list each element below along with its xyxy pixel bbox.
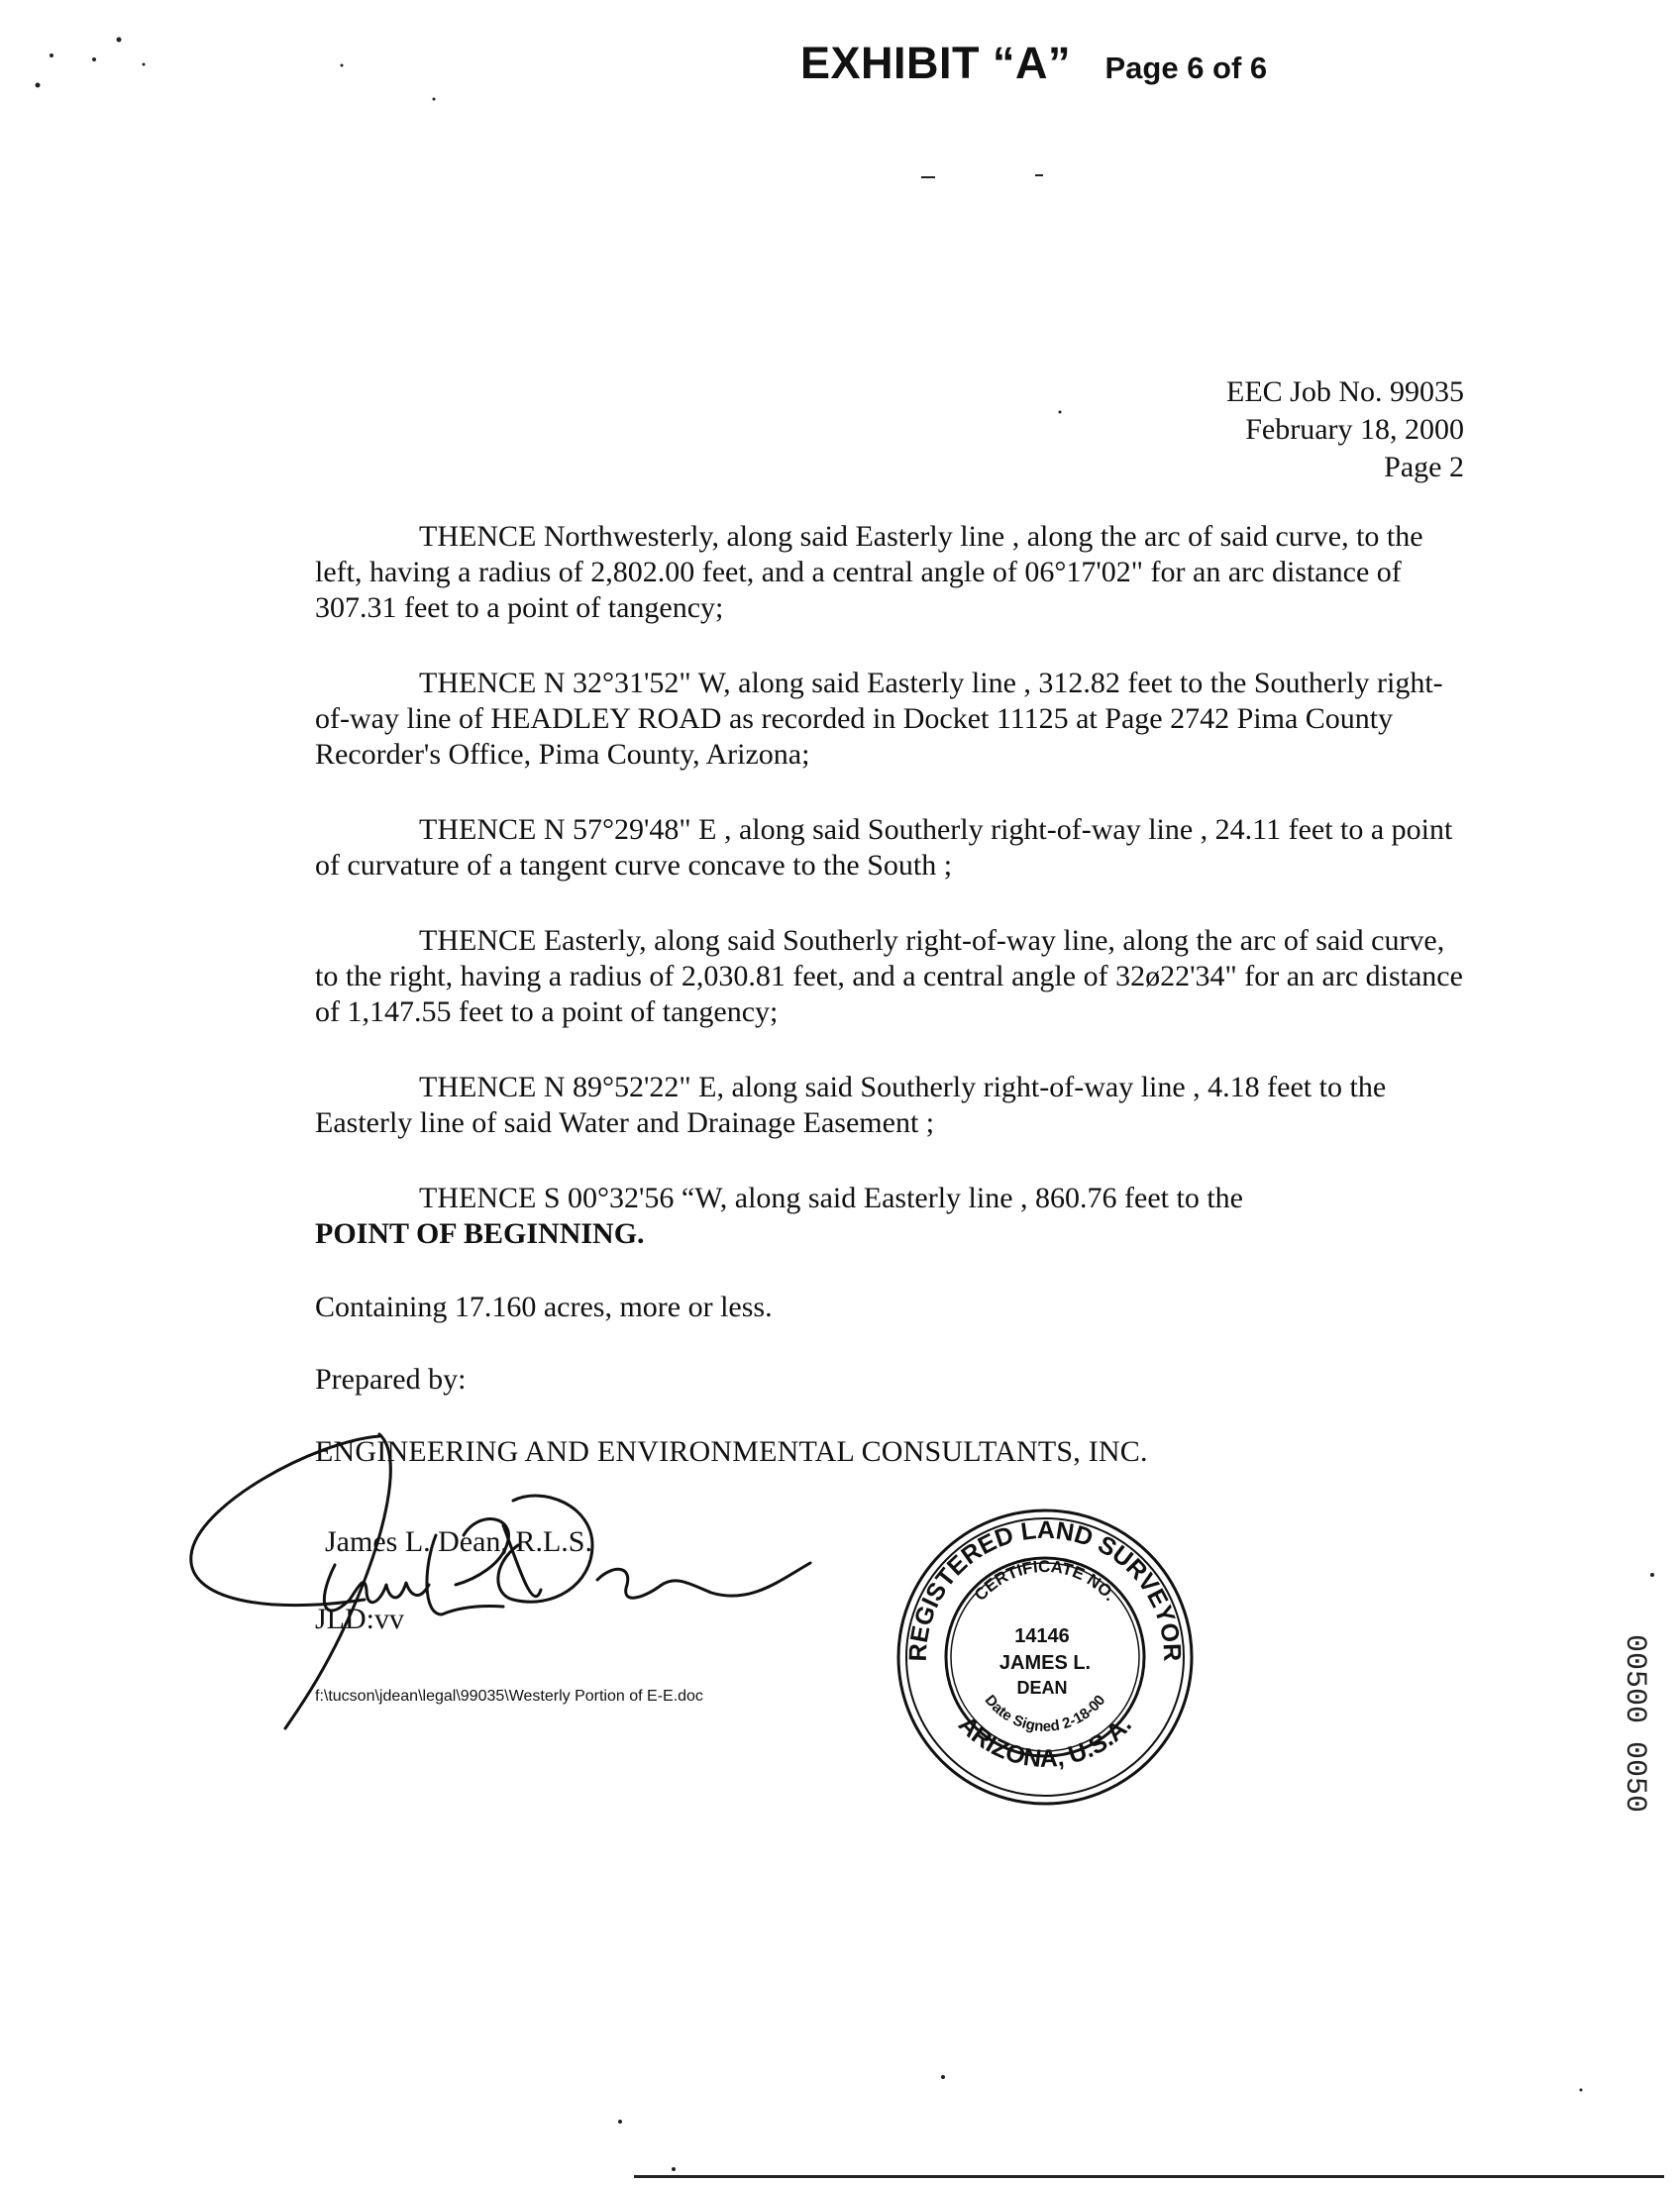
exhibit-title: EXHIBIT “A” xyxy=(800,38,1072,88)
handwritten-signature xyxy=(176,1416,929,1743)
legal-paragraph: THENCE N 57°29'48" E , along said Southerly right-of-way line , 24.11 feet to a point of curvature of a tangent curve concave to the South ; xyxy=(315,813,1453,882)
legal-paragraph: THENCE N 32°31'52" W, along said Easterly line , 312.82 feet to the Southerly right-of-way line of HEADLEY ROAD as recorded in Docket 11125 at Page 2742 Pima County Recorder's Office, Pima County, Arizona; xyxy=(315,667,1443,771)
page-header xyxy=(800,38,1494,89)
acreage-statement: Containing 17.160 acres, more or less. xyxy=(315,1291,773,1323)
point-of-beginning: POINT OF BEGINNING. xyxy=(315,1217,645,1250)
seal-name-last: DEAN xyxy=(1016,1678,1068,1698)
legal-paragraph: THENCE Easterly, along said Southerly right-of-way line, along the arc of said curve, to the right, having a radius of 2,030.81 feet, and a central angle of 32ø22'34" for an arc distance of 1,147.55 feet to a point of tangency; xyxy=(315,924,1463,1028)
legal-paragraph: THENCE Northwesterly, along said Easterly line , along the arc of said curve, to the left, having a radius of 2,802.00 feet, and a central angle of 06°17'02" for an arc distance of 307.31 feet to a point of tangency; xyxy=(315,520,1423,624)
file-path: f:\tucson\jdean\legal\99035\Westerly Portion of E-E.doc xyxy=(315,1688,703,1705)
bottom-edge-line xyxy=(634,2175,1664,2178)
company-name: ENGINEERING AND ENVIRONMENTAL CONSULTANTS, INC. xyxy=(315,1435,1148,1468)
bates-number: 00500 0050 xyxy=(1618,1633,1651,1814)
prepared-by-label: Prepared by: xyxy=(315,1363,467,1396)
seal-date-signed: Date Signed 2-18-00 xyxy=(981,1692,1109,1735)
seal-outer-bottom-text: ARIZONA, U.S.A. xyxy=(952,1711,1137,1773)
job-info-block xyxy=(1226,373,1464,486)
surveyor-seal xyxy=(893,1506,1197,1809)
legal-paragraph: THENCE N 89°52'22" E, along said Southerly right-of-way line , 4.18 feet to the Easterly line of said Water and Drainage Easement ; xyxy=(315,1071,1387,1139)
signer-name: James L. Dean, R.L.S. xyxy=(325,1525,592,1558)
bates-stamp xyxy=(1615,1555,1654,1892)
seal-outer-top-text: REGISTERED LAND SURVEYOR xyxy=(903,1515,1187,1662)
legal-paragraph-final xyxy=(315,1181,1464,1252)
page-number: Page 6 of 6 xyxy=(1104,51,1268,85)
job-number: EEC Job No. 99035 xyxy=(1226,375,1464,408)
typist-initials: JLD:vv xyxy=(315,1603,404,1635)
final-paragraph-text: THENCE S 00°32'56 “W, along said Easterly line , 860.76 feet to the xyxy=(419,1182,1243,1214)
seal-certificate-label: CERTIFICATE NO. xyxy=(970,1556,1120,1605)
job-date: February 18, 2000 xyxy=(1245,413,1464,446)
job-page: Page 2 xyxy=(1384,451,1464,483)
seal-name-first: JAMES L. xyxy=(998,1652,1092,1674)
seal-certificate-number: 14146 xyxy=(1014,1625,1070,1647)
